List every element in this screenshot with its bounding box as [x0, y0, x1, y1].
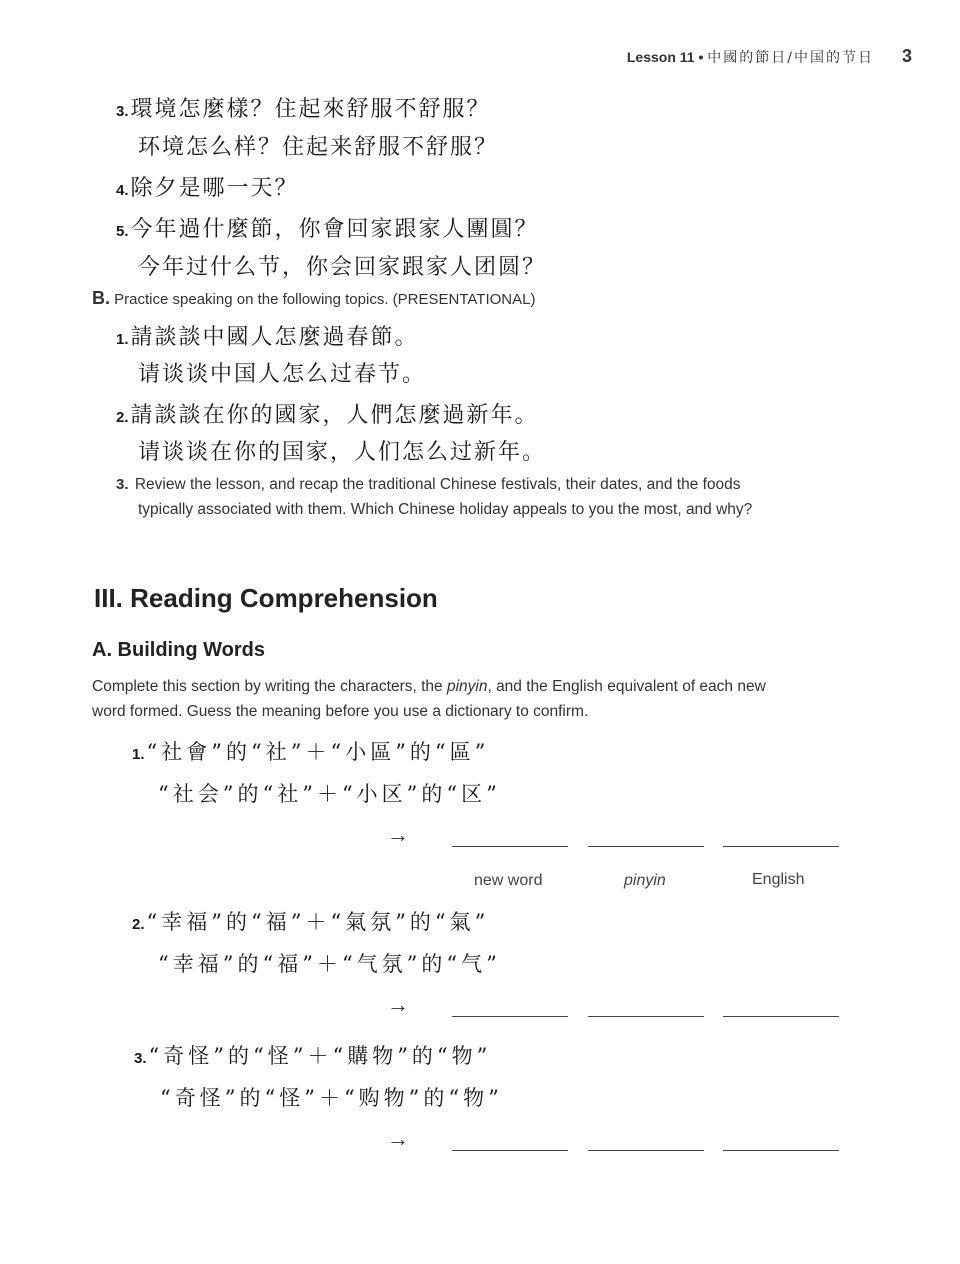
- pinyin-blank-3[interactable]: [588, 1150, 704, 1151]
- column-label-pinyin: pinyin: [624, 872, 666, 889]
- subsection-title: A. Building Words: [92, 639, 265, 661]
- english-blank-1[interactable]: [723, 846, 839, 847]
- column-label-new-word: new word: [474, 872, 543, 889]
- page-number: 3: [901, 46, 912, 66]
- word-item-1-simplified: “社会”的“社”＋“小区”的“区”: [158, 782, 501, 806]
- topic-1-simplified: 请谈谈中国人怎么过春节。: [138, 362, 427, 387]
- arrow-icon: →: [387, 1126, 409, 1151]
- arrow-icon: →: [387, 822, 409, 847]
- english-blank-3[interactable]: [723, 1150, 839, 1151]
- pinyin-blank-2[interactable]: [588, 1016, 704, 1017]
- english-blank-2[interactable]: [723, 1016, 839, 1017]
- section-b-instruction: B. Practice speaking on the following topics. (PRESENTATIONAL): [92, 288, 536, 308]
- new-word-blank-1[interactable]: [452, 846, 568, 847]
- instructions-line1: Complete this section by writing the characters, the pinyin, and the English equivalent of each new: [92, 678, 766, 695]
- topic-3-line1: 3. Review the lesson, and recap the traditional Chinese festivals, their dates, and the foods: [116, 476, 741, 493]
- arrow-icon: →: [387, 992, 409, 1017]
- new-word-blank-2[interactable]: [452, 1016, 568, 1017]
- question-3-simplified: 环境怎么样？住起来舒服不舒服？: [138, 135, 499, 160]
- word-item-2-traditional: 2.“幸福”的“福”＋“氣氛”的“氣”: [132, 910, 490, 934]
- word-item-3-traditional: 3.“奇怪”的“怪”＋“購物”的“物”: [134, 1044, 492, 1068]
- section-title: III. Reading Comprehension: [94, 583, 438, 613]
- pinyin-blank-1[interactable]: [588, 846, 704, 847]
- lesson-title: Lesson 11 • 中國的節日/中国的节日: [626, 49, 874, 66]
- topic-2-simplified: 请谈谈在你的国家，人们怎么过新年。: [138, 440, 547, 465]
- question-5-traditional: 5.今年過什麼節，你會回家跟家人團圓？: [116, 217, 539, 242]
- question-4: 4.除夕是哪一天？: [116, 176, 299, 201]
- column-label-english: English: [752, 871, 805, 888]
- page-header: [627, 46, 912, 67]
- question-3-traditional: 3.環境怎麼樣？住起來舒服不舒服？: [116, 97, 491, 122]
- instructions-line2: word formed. Guess the meaning before you use a dictionary to confirm.: [92, 703, 589, 720]
- question-5-simplified: 今年过什么节，你会回家跟家人团圆？: [138, 255, 547, 280]
- new-word-blank-3[interactable]: [452, 1150, 568, 1151]
- topic-3-line2: typically associated with them. Which Chinese holiday appeals to you the most, and why?: [138, 501, 753, 518]
- word-item-2-simplified: “幸福”的“福”＋“气氛”的“气”: [158, 952, 501, 976]
- word-item-1-traditional: 1.“社會”的“社”＋“小區”的“區”: [132, 740, 490, 764]
- topic-2-traditional: 2.請談談在你的國家，人們怎麼過新年。: [116, 403, 539, 428]
- word-item-3-simplified: “奇怪”的“怪”＋“购物”的“物”: [160, 1086, 503, 1110]
- topic-1-traditional: 1.請談談中國人怎麼過春節。: [116, 325, 419, 350]
